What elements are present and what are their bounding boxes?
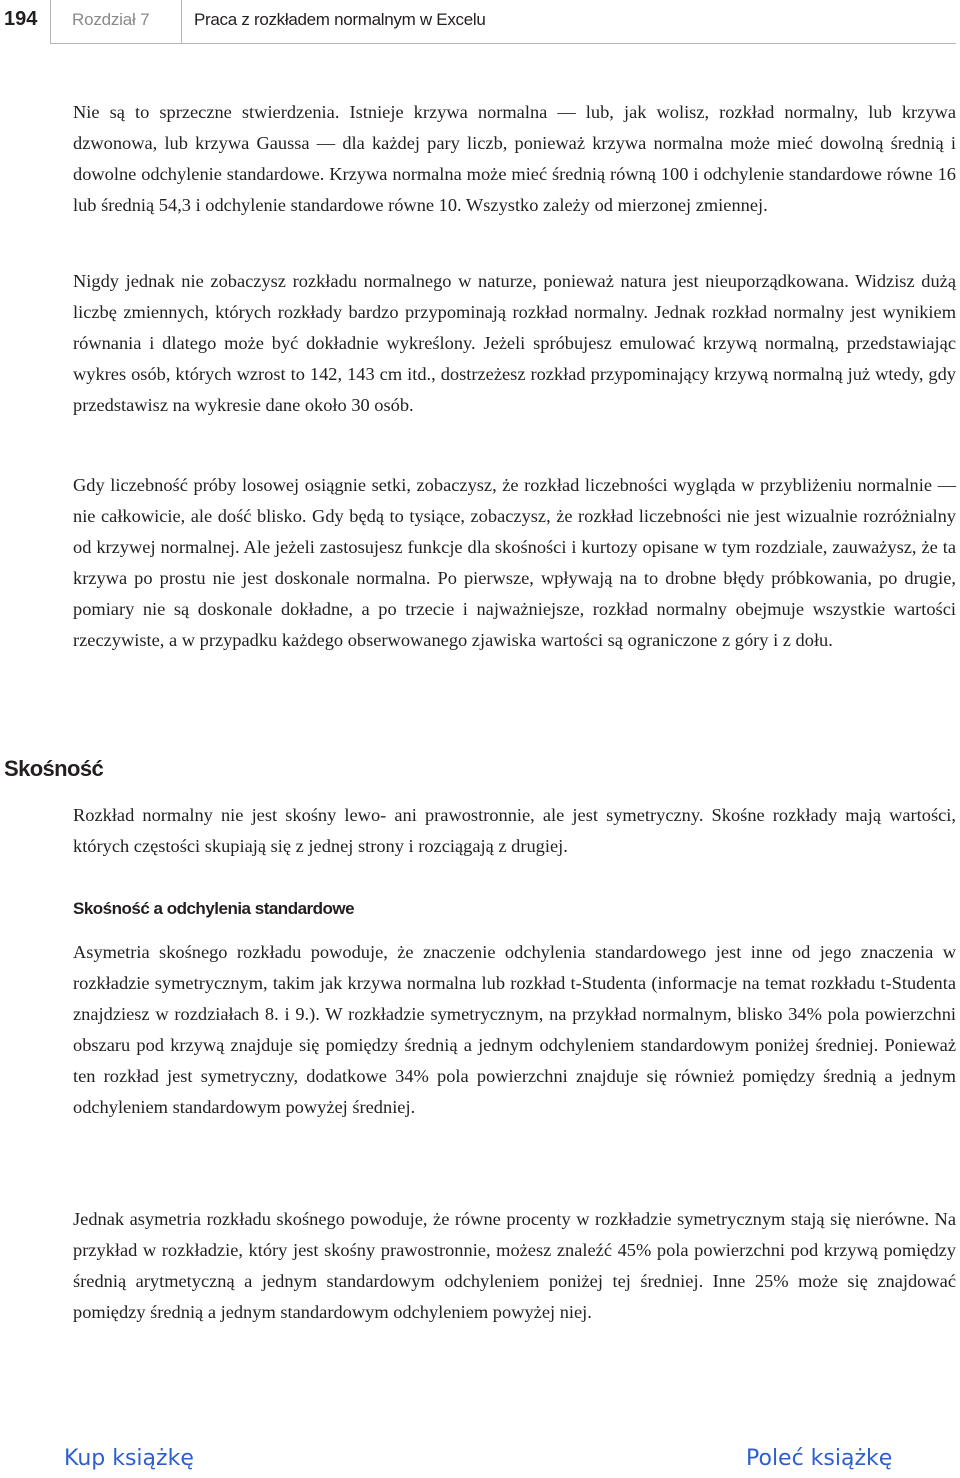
paragraph: Nie są to sprzeczne stwierdzenia. Istnieje krzywa normalna — lub, jak wolisz, rozkład normalny, lub krzywa dzwonowa, lub krzywa Gaussa — dla każdej pary liczb, ponieważ krzywa normalna może mieć dowolną średnią i dowolne odchylenie standardowe. Krzywa normalna może mieć średnią równą 100 i odchylenie standardowe równe 16 lub średnią 54,3 i odchylenie standardowe równe 10. Wszystko zależy od mierzonej zmiennej. — [73, 102, 956, 215]
subsection-heading: Skośność a odchylenia standardowe — [73, 899, 355, 918]
chapter-label: Rozdział 7 — [72, 10, 150, 29]
section-heading: Skośność — [4, 756, 104, 781]
running-title: Praca z rozkładem normalnym w Excelu — [194, 10, 486, 29]
paragraph: Rozkład normalny nie jest skośny lewo- ani prawostronnie, ale jest symetryczny. Skośne rozkłady mają wartości, których częstości skupiają się z jednej strony i rozciągają z drugiej. — [73, 805, 956, 856]
header-rule — [50, 43, 956, 44]
paragraph: Gdy liczebność próby losowej osiągnie setki, zobaczysz, że rozkład liczebności wygląda w przybliżeniu normalnie — nie całkowicie, ale dość blisko. Gdy będą to tysiące, zobaczysz, że rozkład liczebności nie jest wizualnie rozróżnialny od krzywej normalnej. Ale jeżeli zastosujesz funkcje dla skośności i kurtozy opisane w tym rozdziale, zauważysz, że ta krzywa po prostu nie jest doskonale normalna. Po pierwsze, wpływają na to drobne błędy próbkowania, po drugie, pomiary nie są doskonale dokładne, a po trzecie i najważniejsze, rozkład normalny obejmuje wszystkie wartości rzeczywiste, a w przypadku każdego obserwowanego zjawiska wartości są ograniczone z góry i z dołu. — [73, 475, 956, 650]
page-header — [0, 0, 960, 44]
paragraph: Asymetria skośnego rozkładu powoduje, że znaczenie odchylenia standardowego jest inne od jego znaczenia w rozkładzie symetrycznym, takim jak krzywa normalna lub rozkład t-Studenta (informacje na temat rozkładu t-Studenta znajdziesz w rozdziałach 8. i 9.). W rozkładzie symetrycznym, na przykład normalnym, blisko 34% pola powierzchni obszaru pod krzywą znajduje się pomiędzy średnią a jednym odchyleniem standardowym poniżej średniej. Ponieważ ten rozkład jest symetryczny, dodatkowe 34% pola powierzchni znajduje się również pomiędzy średnią a jednym odchyleniem standardowym powyżej średniej. — [73, 942, 956, 1117]
paragraph: Nigdy jednak nie zobaczysz rozkładu normalnego w naturze, ponieważ natura jest nieuporządkowana. Widzisz dużą liczbę zmiennych, których rozkłady bardzo przypominają rozkład normalny. Jednak rozkład normalny jest wynikiem równania i dlatego może być dokładnie wykreślony. Jeżeli spróbujesz emulować krzywą normalną, przedstawiając wykres osób, których wzrost to 142, 143 cm itd., dostrzeżesz rozkład przypominający krzywą normalną już wtedy, gdy przedstawisz na wykresie dane około 30 osób. — [73, 271, 956, 415]
header-divider — [181, 0, 182, 43]
buy-book-link[interactable]: Kup książkę — [64, 1446, 194, 1471]
page-number: 194 — [4, 8, 38, 30]
recommend-book-link[interactable]: Poleć książkę — [746, 1446, 893, 1471]
paragraph: Jednak asymetria rozkładu skośnego powoduje, że równe procenty w rozkładzie symetrycznym stają się nierówne. Na przykład w rozkładzie, który jest skośny prawostronnie, możesz znaleźć 45% pola powierzchni pod krzywą pomiędzy średnią arytmetyczną a jednym standardowym odchyleniem poniżej tej średniej. Inne 25% może się znajdować pomiędzy średnią a jednym standardowym odchyleniem powyżej niej. — [73, 1209, 956, 1322]
header-divider — [50, 0, 51, 43]
